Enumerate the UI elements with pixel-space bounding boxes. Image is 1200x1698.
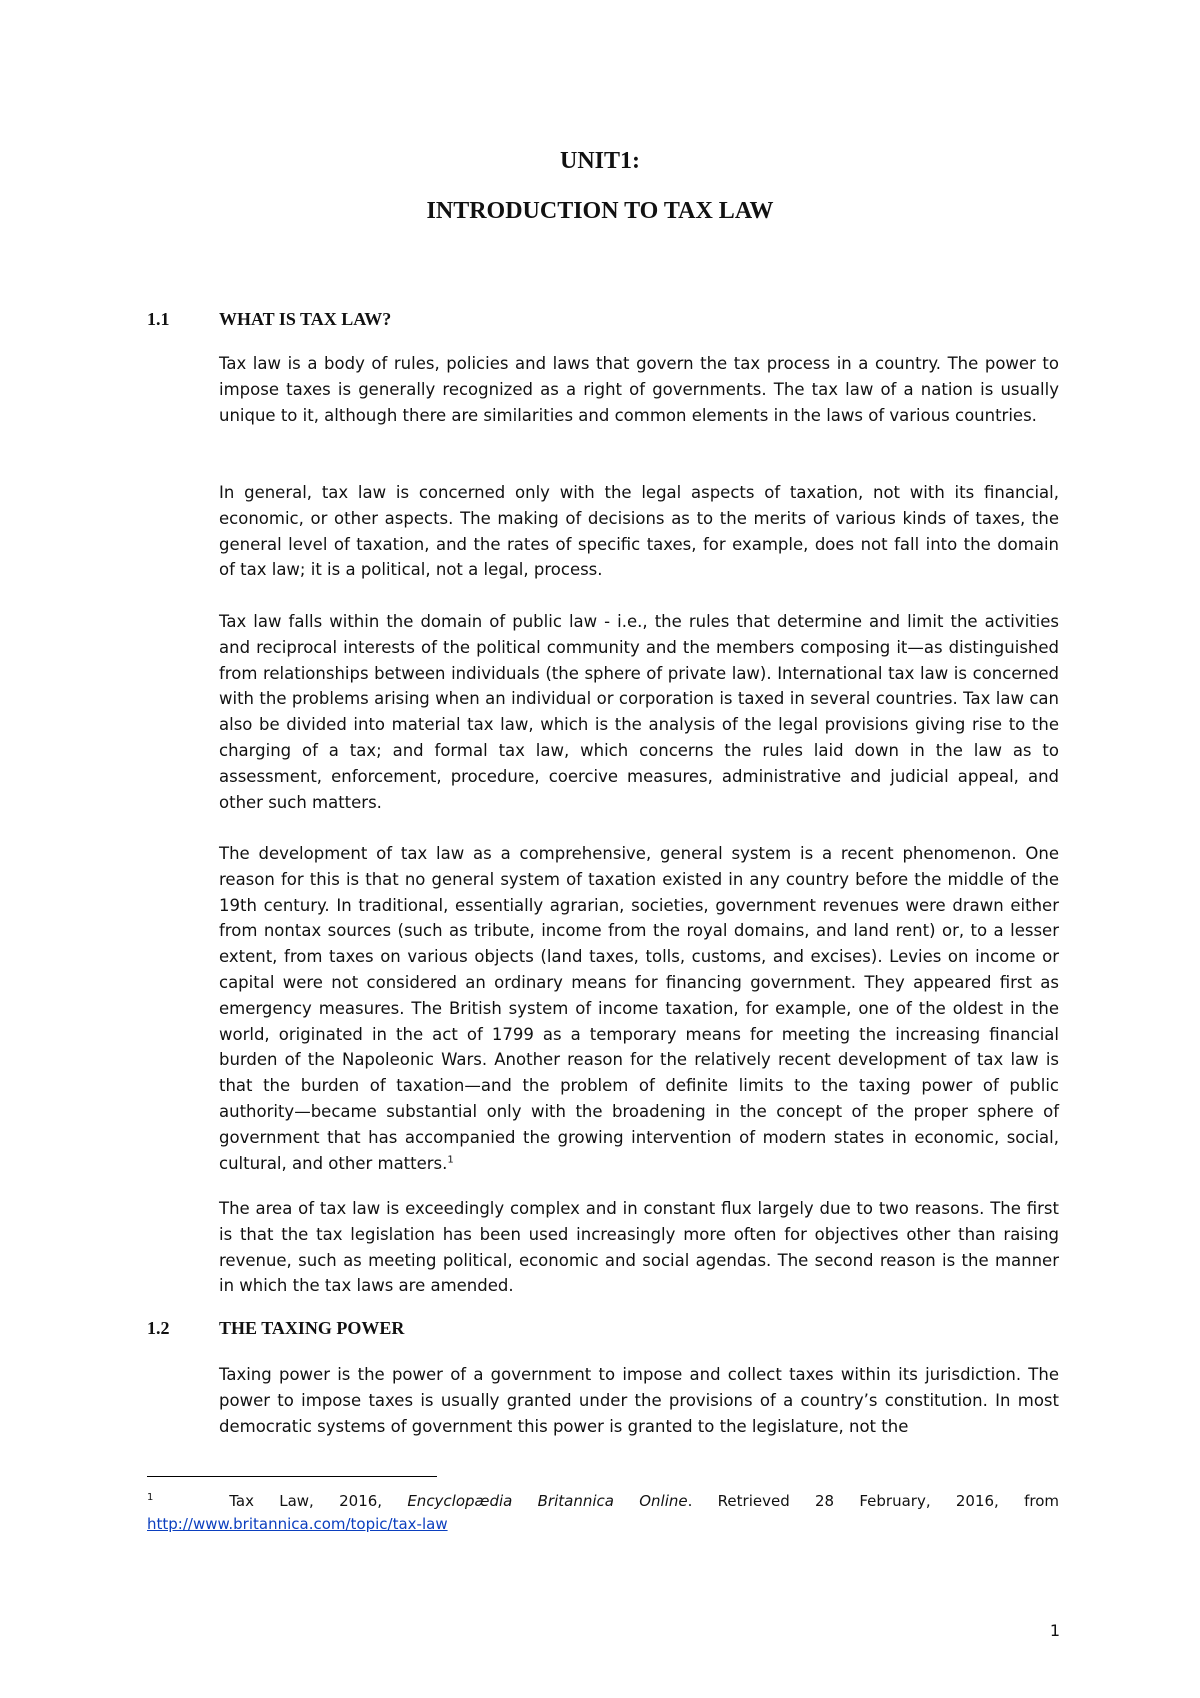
page-number: 1 bbox=[1049, 1621, 1060, 1640]
paragraph: The area of tax law is exceedingly complex and in constant flux largely due to two reasons. The first is that the tax legislation has been used increasingly more often for objectives other than raising revenue, such as meeting political, economic and social agendas. The second reason is the manner in which the tax laws are amended. bbox=[219, 1199, 1059, 1296]
paragraph: Taxing power is the power of a government to impose and collect taxes within its jurisdiction. The power to impose taxes is usually granted under the provisions of a country’s constitution. In most democratic systems of government this power is granted to the legislature, not the bbox=[219, 1365, 1059, 1436]
footnote-marker: 1 bbox=[147, 1492, 154, 1503]
unit-label: UNIT1: bbox=[559, 148, 640, 174]
section-title: WHAT IS TAX LAW? bbox=[219, 309, 392, 329]
section-heading-1-2 bbox=[147, 1318, 404, 1339]
document-title: INTRODUCTION TO TAX LAW bbox=[426, 198, 774, 224]
footnote-retrieved: . Retrieved 28 February, 2016, from bbox=[687, 1492, 1059, 1510]
footnote-source: Encyclopædia Britannica Online bbox=[407, 1492, 688, 1510]
paragraph: In general, tax law is concerned only with the legal aspects of taxation, not with its financial, economic, or other aspects. The making of decisions as to the merits of various kinds of taxes, the general level of taxation, and the rates of specific taxes, for example, does not fall into the domain of tax law; it is a political, not a legal, process. bbox=[219, 483, 1059, 580]
paragraph-text: The development of tax law as a comprehensive, general system is a recent phenomenon. One reason for this is that no general system of taxation existed in any country before the middle of the 19th century. In traditional, essentially agrarian, societies, government revenues were drawn either from nontax sources (such as tribute, income from the royal domains, and land rent) or, to a lesser extent, from taxes on various objects (land taxes, tolls, customs, and excises). Levies on income or capital were not considered an ordinary means for financing government. They appeared first as emergency measures. The British system of income taxation, for example, one of the oldest in the world, originated in the act of 1799 as a temporary means for meeting the increasing financial burden of the Napoleonic Wars. Another reason for the relatively recent development of tax law is that the burden of taxation—and the problem of definite limits to the taxing power of public authority—became substantial only with the broadening in the concept of the proper sphere of government that has accompanied the growing intervention of modern states in economic, social, cultural, and other matters. bbox=[219, 844, 1059, 1173]
section-number: 1.2 bbox=[147, 1318, 170, 1338]
section-title: THE TAXING POWER bbox=[219, 1318, 405, 1338]
footnote bbox=[147, 1490, 1059, 1536]
section-heading-1-1 bbox=[147, 309, 391, 330]
footnote-link[interactable]: http://www.britannica.com/topic/tax-law bbox=[147, 1515, 448, 1533]
paragraph bbox=[219, 841, 1059, 1176]
paragraph: Tax law falls within the domain of public law - i.e., the rules that determine and limit the activities and reciprocal interests of the political community and the members composing it—as distinguished from relationships between individuals (the sphere of private law). International tax law is concerned with the problems arising when an individual or corporation is taxed in several countries. Tax law can also be divided into material tax law, which is the analysis of the legal provisions giving rise to the charging of a tax; and formal tax law, which concerns the rules laid down in the law as to assessment, enforcement, procedure, coercive measures, administrative and judicial appeal, and other such matters. bbox=[219, 612, 1059, 812]
footnote-reference[interactable]: 1 bbox=[447, 1154, 454, 1166]
footnote-text: Tax Law, 2016, bbox=[229, 1492, 408, 1510]
paragraph: Tax law is a body of rules, policies and laws that govern the tax process in a country. The power to impose taxes is generally recognized as a right of governments. The tax law of a nation is usually unique to it, although there are similarities and common elements in the laws of various countries. bbox=[219, 354, 1059, 425]
footnote-divider bbox=[147, 1476, 437, 1477]
section-number: 1.1 bbox=[147, 309, 170, 329]
